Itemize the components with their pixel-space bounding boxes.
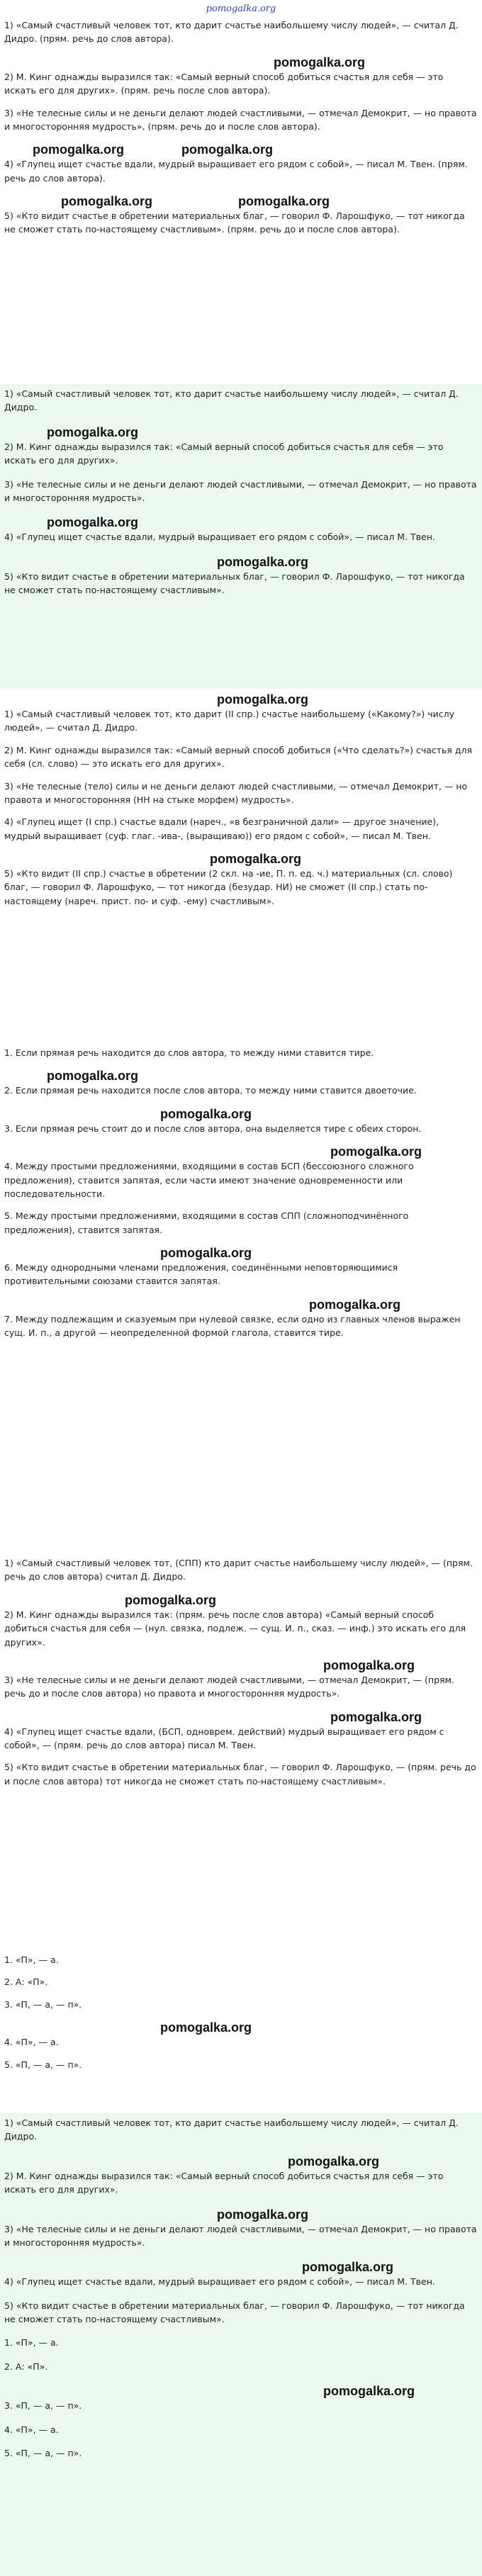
list-item: 2) М. Кинг однажды выразился так: «Самый верный способ добиться счастья для себя — это искать его для других».: [4, 2170, 444, 2195]
watermark: pomogalka.org: [160, 1246, 252, 1260]
list-item: 1) «Самый счастливый человек тот, (СПП) кто дарит счастье наибольшему числу людей», — (прям. речь до слов автора) считал Д. Дидро.: [4, 1558, 473, 1582]
watermark: pomogalka.org: [330, 1144, 422, 1159]
section-punctuation: [0, 1553, 482, 1950]
rule-item: 6. Между однородными членами предложения, соединёнными неповторяющимися противительными союзами ставится запятая.: [4, 1262, 398, 1287]
list-item: 5) «Кто видит счастье в обретении материальных благ, — говорил Ф. Ларошфуко, — (прям. речь до и после слов автора) тот никогда не сможет стать по-настоящему счастливым».: [4, 1762, 476, 1787]
list-item: 3) «Не телесные силы и не деньги делают людей счастливыми, — отмечал Демокрит, — но правота и многосторонняя мудрость». (прям. речь до и после слов автора).: [4, 107, 477, 132]
scheme-item: 1. «П», — а.: [4, 1955, 59, 1965]
list-item: 3) «Не телесные силы и не деньги делают людей счастливыми, — отмечал Демокрит, — (прям. речь до и после слов автора) но правота и многосторонняя мудрость».: [4, 1674, 454, 1699]
watermark: pomogalka.org: [47, 424, 139, 439]
list-item: 5) «Кто видит счастье в обретении материальных благ, — говорил Ф. Ларошфуко, — тот никогда не сможет стать по-настоящему счастливым».: [4, 2300, 465, 2324]
watermark: pomogalka.org: [47, 515, 139, 530]
scheme-item: 2. А: «П».: [4, 2361, 48, 2372]
section-final: [0, 2113, 482, 2576]
list-item: 2) М. Кинг однажды выразился так: «Самый верный способ добиться («Что сделать?») счастья для себя (сл. слово) — это искать его для других».: [4, 744, 473, 770]
watermark: pomogalka.org: [217, 554, 309, 569]
watermark: pomogalka.org pomogalka.org: [61, 194, 330, 208]
rule-item: 4. Между простыми предложениями, входящими в состав БСП (бессоюзного сложного предложения), ставится запятая, если части имеют значение одновременности или последовательности.: [4, 1161, 414, 1199]
list-item: 5) «Кто видит счастье в обретении материальных благ, — говорил Ф. Ларошфуко, — тот никогда не сможет стать по-настоящему счастливым». (прям. речь до и после слов автора).: [4, 210, 465, 235]
watermark: pomogalka.org: [210, 852, 302, 866]
watermark: pomogalka.org: [330, 1709, 422, 1724]
watermark: pomogalka.org: [323, 2384, 415, 2399]
watermark: pomogalka.org pomogalka.org: [33, 142, 274, 157]
scheme-item: 2. А: «П».: [4, 1976, 48, 1988]
list-item: 3) «Не телесные силы и не деньги делают людей счастливыми, — отмечал Демокрит, — но правота и многосторонняя мудрость».: [4, 478, 477, 503]
watermark: pomogalka.org: [302, 2260, 394, 2275]
watermark: pomogalka.org: [217, 692, 309, 707]
list-item: 2) М. Кинг однажды выразился так: «Самый верный способ добиться счастья для себя — это искать его для других». (прям. речь после слов автора).: [4, 71, 444, 96]
watermark: pomogalka.org: [47, 1069, 139, 1084]
scheme-item: 1. «П», — а.: [4, 2337, 59, 2349]
section-rules: [0, 1043, 482, 1553]
list-item: 3) «Не телесные (тело) силы и не деньги делают людей счастливыми, — отмечал Демокрит, — но правота и многосторонняя (НН на стыке морфем) мудрость».: [4, 780, 468, 805]
list-item: 2) М. Кинг однажды выразился так: «Самый верный способ добиться счастья для себя — это искать его для других».: [4, 441, 444, 466]
watermark: pomogalka.org: [309, 1297, 401, 1312]
rule-item: 7. Между подлежащим и сказуемым при нулевой связке, если одно из главных членов выражен сущ. И. п., а другой — неопределенной формой глагола, ставится тире.: [4, 1313, 461, 1339]
list-item: 1) «Самый счастливый человек тот, кто дарит счастье наибольшему числу людей», — считал Д. Дидро. (прям. речь до слов автора).: [4, 20, 459, 45]
list-item: 5) «Кто видит счастье в обретении материальных благ, — говорил Ф. Ларошфуко, — тот никогда не сможет стать по-настоящему счастливым».: [4, 570, 465, 595]
list-item: 5) «Кто видит (II спр.) счастье в обретении (2 скл. на -ие, П. п. ед. ч.) материальных (сл. слово) благ, — говорил Ф. Ларошфуко, — тот никогда (безудар. НИ) не сможет (II спр.) стать по-настоящему (нареч. прист. по- и суф. -ему) счастливым».: [4, 868, 453, 906]
scheme-item: 3. «П, — а, — п».: [4, 1998, 82, 2010]
list-item: 1) «Самый счастливый человек тот, кто дарит счастье наибольшему числу людей», — считал Д. Дидро.: [4, 2117, 459, 2142]
list-item: 4) «Глупец ищет (I спр.) счастье вдали (нареч., «в безграничной дали» — другое значение), мудрый выращивает (суф. глаг. -ива-, (выращиваю)) его рядом с собой», — писал М. Твен.: [4, 816, 439, 841]
watermark: pomogalka.org: [160, 1106, 252, 1121]
list-item: 1) «Самый счастливый человек тот, кто дарит (II спр.) счастье наибольшему («Какому?») числу людей», — считал Д. Дидро.: [4, 709, 454, 733]
rule-item: 3. Если прямая речь стоит до и после слов автора, она выделяется тире с обеих сторон.: [4, 1123, 422, 1134]
rule-item: 5. Между простыми предложениями, входящими в состав СПП (сложноподчинённого предложения), ставится запятая.: [4, 1210, 409, 1235]
section-schemes: [0, 1950, 482, 2113]
watermark: pomogalka.org: [125, 1592, 217, 1607]
scheme-item: 4. «П», — а.: [4, 2037, 59, 2048]
section-orthography: [0, 689, 482, 1043]
rule-item: 2. Если прямая речь находится после слов автора, то между ними ставится двоеточие.: [4, 1085, 417, 1096]
list-item: 4) «Глупец ищет счастье вдали, мудрый выращивает его рядом с собой», — писал М. Твен.: [4, 531, 435, 543]
list-item: 3) «Не телесные силы и не деньги делают людей счастливыми, — отмечал Демокрит, — но правота и многосторонняя мудрость».: [4, 2223, 477, 2248]
list-item: 1) «Самый счастливый человек тот, кто дарит счастье наибольшему числу людей», — считал Д. Дидро.: [4, 388, 459, 413]
watermark: pomogalka.org: [323, 1658, 415, 1672]
scheme-item: 3. «П, — а, — п».: [4, 2400, 82, 2412]
list-item: 4) «Глупец ищет счастье вдали, мудрый выращивает его рядом с собой», — писал М. Твен.: [4, 2276, 435, 2288]
section-answers-with-type: [0, 16, 482, 384]
scheme-item: 5. «П, — а, — п».: [4, 2059, 82, 2070]
list-item: 4) «Глупец ищет счастье вдали, мудрый выращивает его рядом с собой», — писал М. Твен. (прям. речь до слов автора).: [4, 159, 468, 184]
site-header: [0, 0, 482, 16]
watermark: pomogalka.org: [274, 55, 366, 69]
scheme-item: 5. «П, — а, — п».: [4, 2447, 82, 2458]
watermark: pomogalka.org: [288, 2154, 380, 2169]
watermark: pomogalka.org: [217, 2207, 309, 2222]
rule-item: 1. Если прямая речь находится до слов автора, то между ними ставится тире.: [4, 1047, 374, 1058]
scheme-item: 4. «П», — а.: [4, 2424, 59, 2435]
section-sentences: [0, 384, 482, 689]
list-item: 2) М. Кинг однажды выразился так: (прям. речь после слов автора) «Самый верный способ добиться счастья для себя — (нул. связка, подлеж. — сущ. И. п., сказ. — инф.) это искать его для других».: [4, 1609, 466, 1648]
list-item: 4) «Глупец ищет счастье вдали, (БСП, одноврем. действий) мудрый выращивает его рядом с собой», — (прям. речь до слов автора) писал М. Твен.: [4, 1726, 444, 1750]
watermark: pomogalka.org: [160, 2020, 252, 2035]
site-logo-link[interactable]: pomogalka.org: [206, 4, 276, 14]
